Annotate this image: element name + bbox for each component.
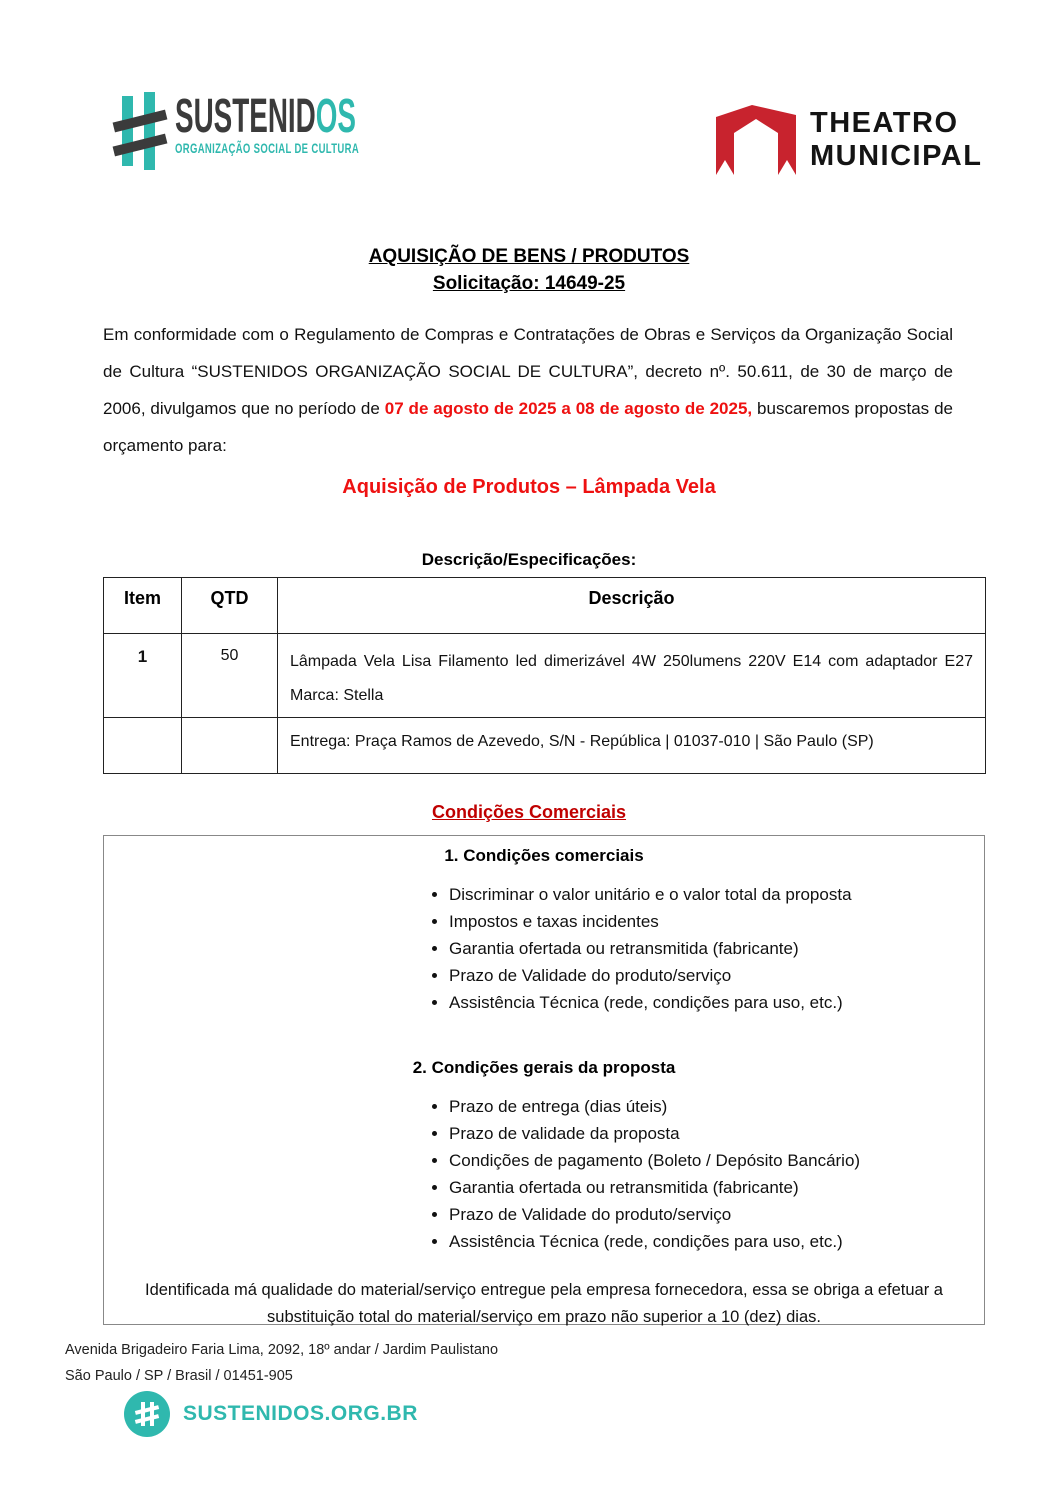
theatro-municipal-logo <box>716 103 982 177</box>
product-heading: Aquisição de Produtos – Lâmpada Vela <box>342 476 716 498</box>
item-description-cell: Lâmpada Vela Lisa Filamento led dimerizável 4W 250lumens 220V E14 com adaptador E27 Marca: Stella <box>278 634 986 718</box>
theatro-wordmark-line2: MUNICIPAL <box>810 140 983 172</box>
theatro-wordmark <box>810 107 982 173</box>
footer-address <box>65 1337 498 1389</box>
list-item: • Prazo de validade da proposta <box>449 1120 984 1147</box>
column-header-descricao: Descrição <box>278 578 986 634</box>
sustenidos-logo-text <box>175 92 487 156</box>
spec-heading: Descrição/Especificações: <box>421 550 637 569</box>
sustenidos-tagline: ORGANIZAÇÃO SOCIAL DE CULTURA <box>175 140 360 156</box>
sustenidos-wordmark <box>175 92 356 142</box>
conditions-box <box>103 835 985 1325</box>
list-item: • Condições de pagamento (Boleto / Depósito Bancário) <box>449 1147 984 1174</box>
list-item: • Garantia ofertada ou retransmitida (fabricante) <box>449 1174 984 1201</box>
column-header-item: Item <box>104 578 182 634</box>
quality-note-line1: Identificada má qualidade do material/serviço entregue pela empresa fornecedora, essa se obriga a efetuar a <box>145 1281 943 1299</box>
sustenidos-circle-hash-icon <box>124 1391 170 1437</box>
table-row <box>104 634 986 718</box>
conditions-section1-title: 1. Condições comerciais <box>444 846 644 865</box>
list-item: • Prazo de entrega (dias úteis) <box>449 1093 984 1120</box>
document-title <box>0 243 1058 297</box>
intro-paragraph <box>103 316 953 464</box>
intro-text-before: Em conformidade com o Regulamento de Compras e Contratações de Obras e Serviços da Organização Social de Cultura “SUSTENIDOS ORGANIZAÇÃO SOCIAL DE CULTURA”, decreto nº. 50.611, de 30 de março de 2006, divulgamos que no período de <box>103 325 953 418</box>
sustenidos-hash-icon <box>115 92 167 170</box>
footer-logo <box>124 1391 418 1437</box>
conditions-section1-list <box>104 881 984 1016</box>
theatro-arch-icon <box>716 103 796 177</box>
footer-site-url: SUSTENIDOS.ORG.BR <box>183 1402 418 1425</box>
title-line-1: AQUISIÇÃO DE BENS / PRODUTOS <box>368 246 690 267</box>
sustenidos-wordmark-main: SUSTENID <box>175 90 316 143</box>
delivery-address-cell: Entrega: Praça Ramos de Azevedo, S/N - República | 01037-010 | São Paulo (SP) <box>278 718 986 774</box>
quality-note <box>104 1277 984 1331</box>
table-header-row <box>104 578 986 634</box>
list-item: • Prazo de Validade do produto/serviço <box>449 1201 984 1228</box>
intro-text-after: buscaremos propostas de orçamento para: <box>103 399 953 455</box>
sustenidos-logo <box>115 92 487 170</box>
list-item: • Impostos e taxas incidentes <box>449 908 984 935</box>
spec-table <box>103 577 986 774</box>
sustenidos-wordmark-accent: OS <box>315 90 356 143</box>
list-item: • Assistência Técnica (rede, condições para uso, etc.) <box>449 989 984 1016</box>
column-header-qtd: QTD <box>182 578 278 634</box>
header <box>0 0 1058 235</box>
conditions-heading: Condições Comerciais <box>431 802 627 822</box>
table-row <box>104 718 986 774</box>
empty-item-cell <box>104 718 182 774</box>
theatro-wordmark-line1: THEATRO <box>810 107 959 139</box>
item-number-cell: 1 <box>104 634 182 718</box>
list-item: • Discriminar o valor unitário e o valor total da proposta <box>449 881 984 908</box>
intro-date-range: 07 de agosto de 2025 a 08 de agosto de 2025, <box>384 399 753 418</box>
address-line2: São Paulo / SP / Brasil / 01451-905 <box>65 1368 293 1384</box>
conditions-section2-list <box>104 1093 984 1255</box>
list-item: • Garantia ofertada ou retransmitida (fabricante) <box>449 935 984 962</box>
address-line1: Avenida Brigadeiro Faria Lima, 2092, 18º andar / Jardim Paulistano <box>65 1342 499 1358</box>
list-item: • Assistência Técnica (rede, condições para uso, etc.) <box>449 1228 984 1255</box>
list-item: • Prazo de Validade do produto/serviço <box>449 962 984 989</box>
conditions-section2-title: 2. Condições gerais da proposta <box>412 1058 676 1077</box>
item-qty-cell: 50 <box>182 634 278 718</box>
title-line-2: Solicitação: 14649-25 <box>432 273 626 294</box>
empty-qty-cell <box>182 718 278 774</box>
quality-note-line2: substituição total do material/serviço em prazo não superior a 10 (dez) dias. <box>267 1308 821 1326</box>
